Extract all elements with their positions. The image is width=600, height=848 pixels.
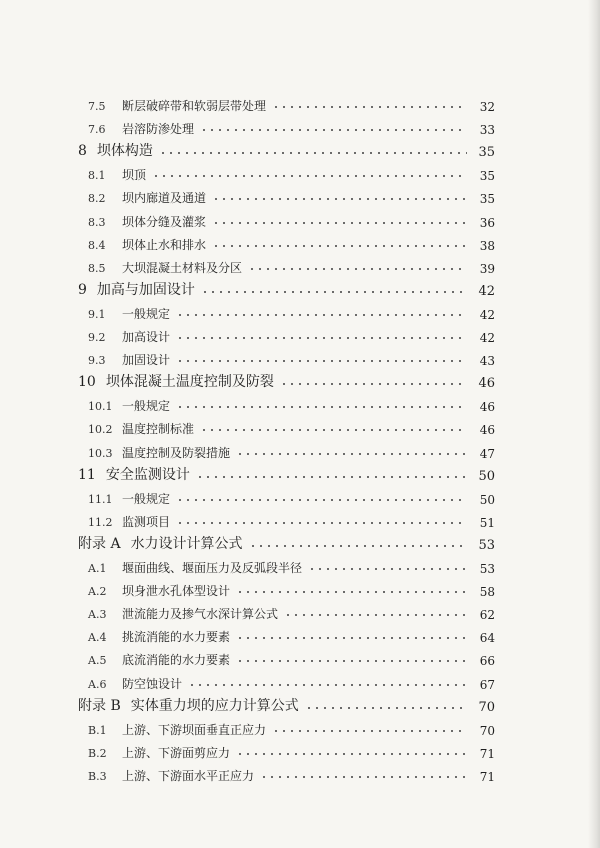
toc-entry-label	[78, 279, 195, 299]
toc-entry-title: 底流消能的水力要素	[122, 653, 231, 668]
toc-dot-leader	[212, 222, 467, 224]
toc-section-entry	[0, 739, 600, 761]
toc-entry-label	[88, 420, 194, 437]
toc-section-entry	[0, 161, 600, 183]
toc-entry-title: 断层破碎带和软弱层带处理	[122, 99, 267, 113]
toc-entry-number: 10.1	[88, 400, 113, 414]
toc-page-number: 66	[479, 654, 495, 669]
toc-entry-title: 一般规定	[122, 491, 171, 506]
toc-dot-leader	[236, 591, 467, 593]
toc-page-number: 51	[479, 515, 495, 530]
toc-entry-label	[88, 166, 146, 183]
toc-entry-title: 堰面曲线、堰面压力及反弧段半径	[122, 561, 303, 575]
toc-entry-number: 7.6	[88, 123, 106, 137]
toc-section-entry	[0, 254, 600, 276]
toc-dot-leader	[308, 568, 467, 570]
toc-dot-leader	[284, 614, 467, 616]
toc-dot-leader	[272, 106, 467, 108]
toc-dot-leader	[236, 453, 467, 455]
toc-entry-number: 9.2	[88, 331, 106, 344]
toc-entry-label	[88, 236, 206, 253]
toc-page-number: 64	[479, 631, 495, 646]
toc-dot-leader	[212, 245, 467, 247]
toc-entry-title: 水力设计计算公式	[130, 535, 243, 552]
toc-section-entry	[0, 600, 600, 622]
toc-entry-label	[78, 371, 274, 391]
toc-page-number: 35	[478, 145, 495, 161]
toc-entry-title: 安全监测设计	[105, 466, 190, 483]
toc-chapter-entry	[0, 369, 600, 391]
toc-section-entry	[0, 92, 600, 114]
toc-entry-number: A.3	[88, 608, 107, 622]
toc-entry-title: 上游、下游面水平正应力	[122, 768, 255, 783]
toc-dot-leader	[272, 730, 467, 732]
toc-chapter-entry	[0, 277, 600, 299]
toc-dot-leader	[236, 660, 467, 662]
toc-entry-number: B.1	[88, 723, 107, 737]
toc-dot-leader	[196, 476, 467, 478]
toc-entry-title: 上游、下游坝面垂直正应力	[122, 722, 267, 737]
toc-page-number: 58	[479, 585, 495, 600]
toc-dot-leader	[200, 129, 467, 131]
toc-page-number: 42	[478, 283, 495, 299]
toc-page-number: 42	[479, 307, 495, 322]
toc-dot-leader	[176, 314, 467, 316]
toc-section-entry	[0, 415, 600, 437]
toc-dot-leader	[159, 152, 467, 154]
toc-dot-leader	[176, 360, 467, 362]
toc-chapter-entry	[0, 693, 600, 715]
toc-entry-label	[88, 397, 170, 414]
toc-entry-title: 一般规定	[122, 399, 171, 414]
toc-entry-number: A.1	[88, 562, 107, 575]
toc-entry-label	[88, 651, 230, 668]
toc-section-entry	[0, 670, 600, 692]
toc-dot-leader	[152, 175, 467, 177]
toc-section-entry	[0, 485, 600, 507]
toc-entry-number: 9	[78, 281, 87, 298]
toc-page-number: 35	[479, 169, 495, 184]
toc-dot-leader	[176, 499, 467, 501]
toc-entry-number: 11.1	[88, 492, 113, 506]
toc-entry-label	[88, 305, 170, 322]
toc-page-number: 43	[479, 354, 495, 369]
toc-entry-title: 坝体混凝土温度控制及防裂	[105, 374, 274, 391]
toc-dot-leader	[248, 268, 467, 270]
toc-page-number: 39	[479, 261, 495, 276]
toc-page-number: 71	[479, 769, 495, 784]
toc-entry-title: 坝体分缝及灌浆	[122, 214, 207, 229]
toc-entry-label	[88, 120, 194, 137]
toc-dot-leader	[305, 707, 467, 709]
toc-page-number: 47	[479, 446, 495, 461]
toc-entry-number: B.3	[88, 769, 107, 783]
toc-entry-title: 坝体构造	[96, 143, 153, 160]
toc-entry-number: 8.1	[88, 169, 106, 183]
toc-dot-leader	[176, 522, 467, 524]
toc-dot-leader	[201, 291, 467, 293]
toc-entry-number: 9.1	[88, 307, 106, 321]
toc-dot-leader	[176, 337, 467, 339]
toc-entry-title: 泄流能力及掺气水深计算公式	[122, 607, 279, 622]
toc-entry-number: 8.2	[88, 192, 106, 206]
toc-dot-leader	[212, 198, 467, 200]
toc-entry-title: 岩溶防渗处理	[122, 122, 195, 137]
toc-entry-label	[78, 533, 243, 553]
toc-page-number: 53	[479, 562, 495, 576]
toc-entry-number: 8	[78, 143, 87, 160]
toc-entry-label	[88, 444, 230, 461]
toc-entry-title: 加固设计	[122, 353, 171, 368]
toc-entry-label	[78, 140, 153, 160]
toc-dot-leader	[188, 684, 467, 686]
toc-dot-leader	[236, 753, 467, 755]
toc-page-number: 53	[478, 537, 495, 553]
toc-page-number: 50	[479, 492, 495, 507]
toc-dot-leader	[176, 406, 467, 408]
toc-page-number: 33	[479, 123, 495, 138]
toc-page-number: 38	[479, 238, 495, 253]
toc-section-entry	[0, 623, 600, 645]
toc-chapter-entry	[0, 138, 600, 160]
toc-entry-title: 大坝混凝土材料及分区	[122, 260, 243, 275]
toc-entry-number: 10.3	[88, 446, 113, 460]
toc-entry-label	[88, 582, 230, 599]
toc-entry-number: B.2	[88, 746, 107, 760]
toc-entry-number: 11.2	[88, 515, 113, 529]
toc-entry-label	[88, 97, 266, 114]
toc-page-number: 46	[479, 423, 495, 438]
toc-entry-number: 8.5	[88, 261, 106, 275]
toc-entry-label	[88, 628, 230, 645]
toc-page-number: 62	[479, 608, 495, 623]
toc-entry-number: 8.4	[88, 238, 106, 252]
toc-entry-number: 附录 A	[78, 535, 121, 552]
toc-page-number: 67	[479, 677, 495, 692]
toc-chapter-entry	[0, 531, 600, 553]
toc-entry-number: A.6	[88, 677, 107, 691]
toc-entry-number: 8.3	[88, 215, 106, 229]
toc-entry-number: 10.2	[88, 423, 113, 437]
toc-entry-label	[88, 189, 206, 206]
toc-page-number: 71	[479, 746, 495, 761]
toc-entry-number: A.5	[88, 654, 107, 668]
toc-entry-title: 坝内廊道及通道	[122, 191, 207, 206]
toc-page-number: 46	[478, 376, 495, 392]
toc-entry-label	[88, 490, 170, 507]
toc-entry-number: 7.5	[88, 100, 106, 113]
toc-section-entry	[0, 231, 600, 253]
toc-entry-label	[88, 259, 242, 276]
toc-page-number: 35	[479, 192, 495, 207]
toc-entry-label	[88, 559, 302, 576]
toc-entry-title: 温度控制标准	[122, 422, 195, 437]
toc-entry-number: 11	[78, 466, 96, 483]
toc-page-number: 50	[478, 468, 495, 484]
toc-entry-label	[88, 675, 182, 692]
toc-entry-label	[88, 328, 170, 345]
toc-dot-leader	[236, 637, 467, 639]
toc-entry-label	[88, 605, 278, 622]
toc-section-entry	[0, 323, 600, 345]
toc-entry-number: 9.3	[88, 354, 106, 368]
toc-section-entry	[0, 392, 600, 414]
toc-section-entry	[0, 115, 600, 137]
toc-page-number: 46	[479, 400, 495, 415]
toc-section-entry	[0, 577, 600, 599]
toc-entry-title: 坝体止水和排水	[122, 237, 207, 252]
toc-entry-title: 一般规定	[122, 306, 171, 321]
toc-section-entry	[0, 300, 600, 322]
toc-section-entry	[0, 716, 600, 738]
toc-entry-title: 温度控制及防裂措施	[122, 445, 231, 460]
toc-section-entry	[0, 184, 600, 206]
toc-entry-title: 实体重力坝的应力计算公式	[130, 697, 299, 714]
toc-page-number: 36	[479, 215, 495, 230]
toc-dot-leader	[260, 776, 467, 778]
toc-dot-leader	[249, 545, 467, 547]
toc-entry-number: 附录 B	[78, 697, 121, 714]
toc-entry-label	[78, 464, 190, 484]
toc-entry-title: 坝身泄水孔体型设计	[122, 584, 231, 599]
toc-section-entry	[0, 346, 600, 368]
toc-section-entry	[0, 554, 600, 576]
toc-entry-label	[88, 721, 266, 738]
toc-entry-title: 挑流消能的水力要素	[122, 630, 231, 645]
toc-entry-title: 监测项目	[122, 514, 171, 529]
toc-entry-label	[78, 695, 299, 715]
toc-chapter-entry	[0, 462, 600, 484]
toc-entry-label	[88, 513, 170, 530]
toc-entry-title: 坝顶	[122, 168, 147, 183]
toc-section-entry	[0, 762, 600, 784]
toc-entry-label	[88, 351, 170, 368]
toc-dot-leader	[280, 383, 467, 385]
toc-entry-title: 防空蚀设计	[122, 676, 183, 691]
toc-page-number: 70	[479, 723, 495, 738]
toc-entry-label	[88, 213, 206, 230]
toc-entry-title: 加高设计	[122, 330, 171, 344]
toc-section-entry	[0, 439, 600, 461]
toc-page-number: 42	[479, 331, 495, 345]
toc-section-entry	[0, 508, 600, 530]
toc-entry-title: 加高与加固设计	[96, 281, 195, 298]
toc-page-number: 70	[478, 699, 495, 715]
toc-entry-number: A.4	[88, 631, 107, 645]
toc-entry-label	[88, 744, 230, 761]
toc-page-number: 32	[479, 100, 495, 114]
toc-entry-title: 上游、下游面剪应力	[122, 745, 231, 760]
toc-section-entry	[0, 208, 600, 230]
toc-entry-number: 10	[78, 374, 96, 391]
toc-section-entry	[0, 646, 600, 668]
toc-entry-label	[88, 767, 254, 784]
toc-entry-number: A.2	[88, 585, 107, 599]
toc-dot-leader	[200, 429, 467, 431]
